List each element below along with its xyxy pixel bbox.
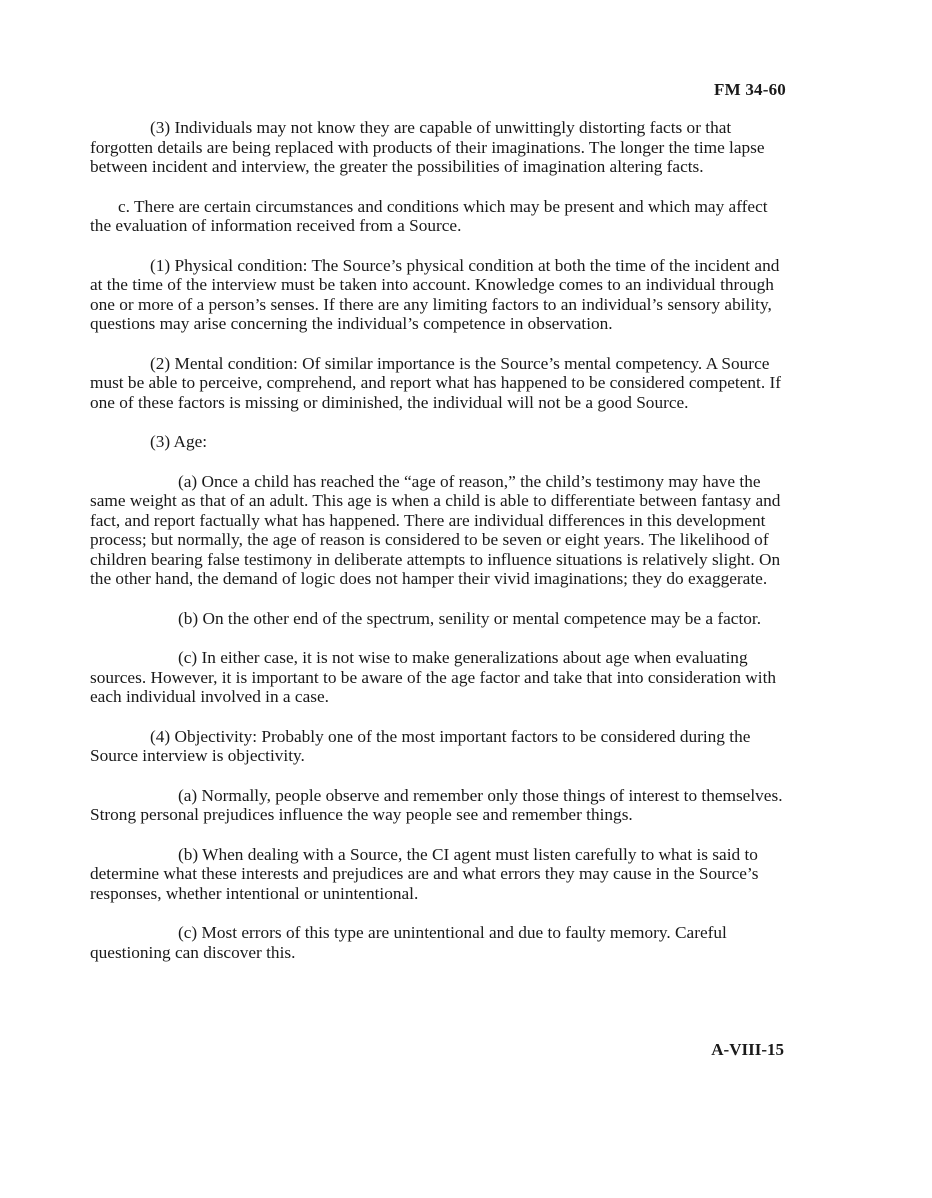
paragraph-physical-condition: (1) Physical condition: The Source’s physical condition at both the time of the incident and at the time of the interview must be taken into account. Knowledge comes to an individual through one or more of a person’s senses. If there are any limiting factors to an individual’s sensory ability, questions may arise concerning the individual’s competence in observation. [90, 255, 780, 333]
paragraph-c-circumstances: c. There are certain circumstances and conditions which may be present and which may affect the evaluation of information received from a Source. [90, 196, 768, 235]
manual-id-header: FM 34-60 [714, 80, 786, 99]
paragraph-age-b: (b) On the other end of the spectrum, senility or mental competence may be a factor. [178, 608, 762, 628]
paragraph-objectivity-c: (c) Most errors of this type are unintentional and due to faulty memory. Careful questioning can discover this. [90, 923, 727, 962]
paragraph-objectivity: (4) Objectivity: Probably one of the most important factors to be considered during the Source interview is objectivity. [90, 726, 751, 765]
paragraph-age-c: (c) In either case, it is not wise to make generalizations about age when evaluating sources. However, it is important to be aware of the age factor and take that into consideration with each individual involved in a case. [90, 648, 777, 706]
page-number-footer: A-VIII-15 [711, 1040, 784, 1059]
paragraph-objectivity-a: (a) Normally, people observe and remember only those things of interest to themselves. Strong personal prejudices influence the way people see and remember things. [90, 785, 783, 824]
paragraph-objectivity-b: (b) When dealing with a Source, the CI agent must listen carefully to what is said to determine what these interests and prejudices are and what errors they may cause in the Source’s responses, whether intentional or unintentional. [90, 844, 759, 903]
paragraph-age-a: (a) Once a child has reached the “age of reason,” the child’s testimony may have the same weight as that of an adult. This age is when a child is able to differentiate between fantasy and fact, and report factually what has happened. There are individual differences in this development process; but normally, the age of reason is considered to be seven or eight years. The likelihood of children bearing false testimony in deliberate attempts to influence situations is relatively slight. On the other hand, the demand of logic does not hamper their vivid imaginations; they do exaggerate. [90, 471, 781, 588]
paragraph-age-heading: (3) Age: [150, 432, 208, 451]
document-body [90, 118, 790, 982]
paragraph-individuals-distorting-facts: (3) Individuals may not know they are capable of unwittingly distorting facts or that forgotten details are being replaced with products of their imaginations. The longer the time lapse between incident and interview, the greater the possibilities of imagination altering facts. [90, 118, 765, 176]
paragraph-mental-condition: (2) Mental condition: Of similar importance is the Source’s mental competency. A Source must be able to perceive, comprehend, and report what has happened to be considered competent. If one of these factors is missing or diminished, the individual will not be a good Source. [90, 353, 781, 412]
